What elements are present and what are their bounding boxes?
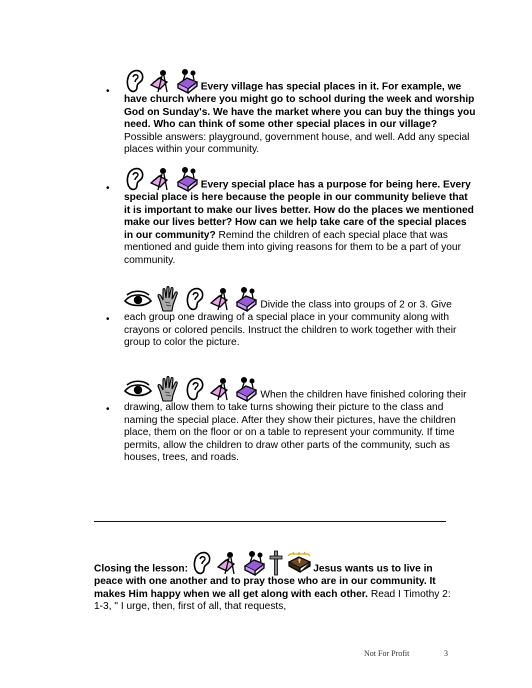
page-number: 3 <box>444 649 448 658</box>
closing-label: Closing the lesson: <box>94 563 188 575</box>
closing-paragraph <box>94 550 454 614</box>
hands-icon <box>241 550 267 576</box>
hands-icon <box>174 166 200 192</box>
eye-icon <box>124 286 152 312</box>
icon-group <box>191 550 312 576</box>
list-item <box>124 166 476 268</box>
bullet-bold-text: Every village has special places in it. For example, we have church where you might go to school during the week and worship God on Sunday's. We have the market where you can buy the things you need. Who can think of some other special places in our village? <box>124 81 476 131</box>
bullet-marker: • <box>106 314 110 325</box>
section-divider <box>94 521 446 522</box>
ear-icon <box>184 376 206 402</box>
list-item <box>124 376 476 465</box>
hands-icon <box>233 286 259 312</box>
icon-group <box>124 376 259 402</box>
bullet-text: Possible answers: playground, government house, and well. Add any special places within your community. <box>124 131 470 156</box>
ear-icon <box>124 166 146 192</box>
footer-text: Not For Profit <box>364 649 410 658</box>
icon-group <box>124 286 259 312</box>
eye-icon <box>124 376 152 402</box>
bullet-text: When the children have finished coloring their drawing, allow them to take turns showing their picture to the class and naming the special place. After they show their pictures, have the children place, them on the floor or on a table to represent your community. If time permits, allow the children to draw other parts of the community, such as houses, trees, and roads. <box>124 389 467 464</box>
closing-text: Read I Timothy 2: 1-3, " I urge, then, first of all, that requests, <box>94 588 451 613</box>
bullet-marker: • <box>106 183 110 194</box>
ear-icon <box>191 550 213 576</box>
page-footer <box>364 648 484 661</box>
list-item <box>124 286 476 350</box>
hand-icon <box>155 376 181 402</box>
bullet-text: Remind the children of each special place that was mentioned and guide them into giving reasons for them to be a part of your community. <box>124 229 461 266</box>
mouth-icon <box>209 376 231 402</box>
bullet-marker: • <box>106 404 110 415</box>
hands-icon <box>233 376 259 402</box>
bible-icon <box>286 550 312 576</box>
hands-icon <box>174 68 200 94</box>
hand-icon <box>155 286 181 312</box>
mouth-icon <box>216 550 238 576</box>
ear-icon <box>184 286 206 312</box>
icon-group <box>124 166 200 192</box>
bullet-text: Divide the class into groups of 2 or 3. Give each group one drawing of a special place in your community along with crayons or colored pencils. Instruct the children to work together with their group to color the picture. <box>124 299 457 349</box>
ear-icon <box>124 68 146 94</box>
bullet-marker: • <box>106 86 110 97</box>
list-item <box>124 68 476 157</box>
mouth-icon <box>149 166 171 192</box>
mouth-icon <box>209 286 231 312</box>
bullet-bold-text: Every special place has a purpose for being here. Every special place is here because the people in our community believe that it is important to make our lives better. How do the places we mentioned make our lives better? How can we help take care of the special places in our community? <box>124 179 474 241</box>
icon-group <box>124 68 200 94</box>
mouth-icon <box>149 68 171 94</box>
cross-icon <box>269 550 283 576</box>
closing-bold-text: Jesus wants us to live in peace with one another and to pray those who are in our community. It makes Him happy when we all get along with each other. <box>94 563 436 600</box>
